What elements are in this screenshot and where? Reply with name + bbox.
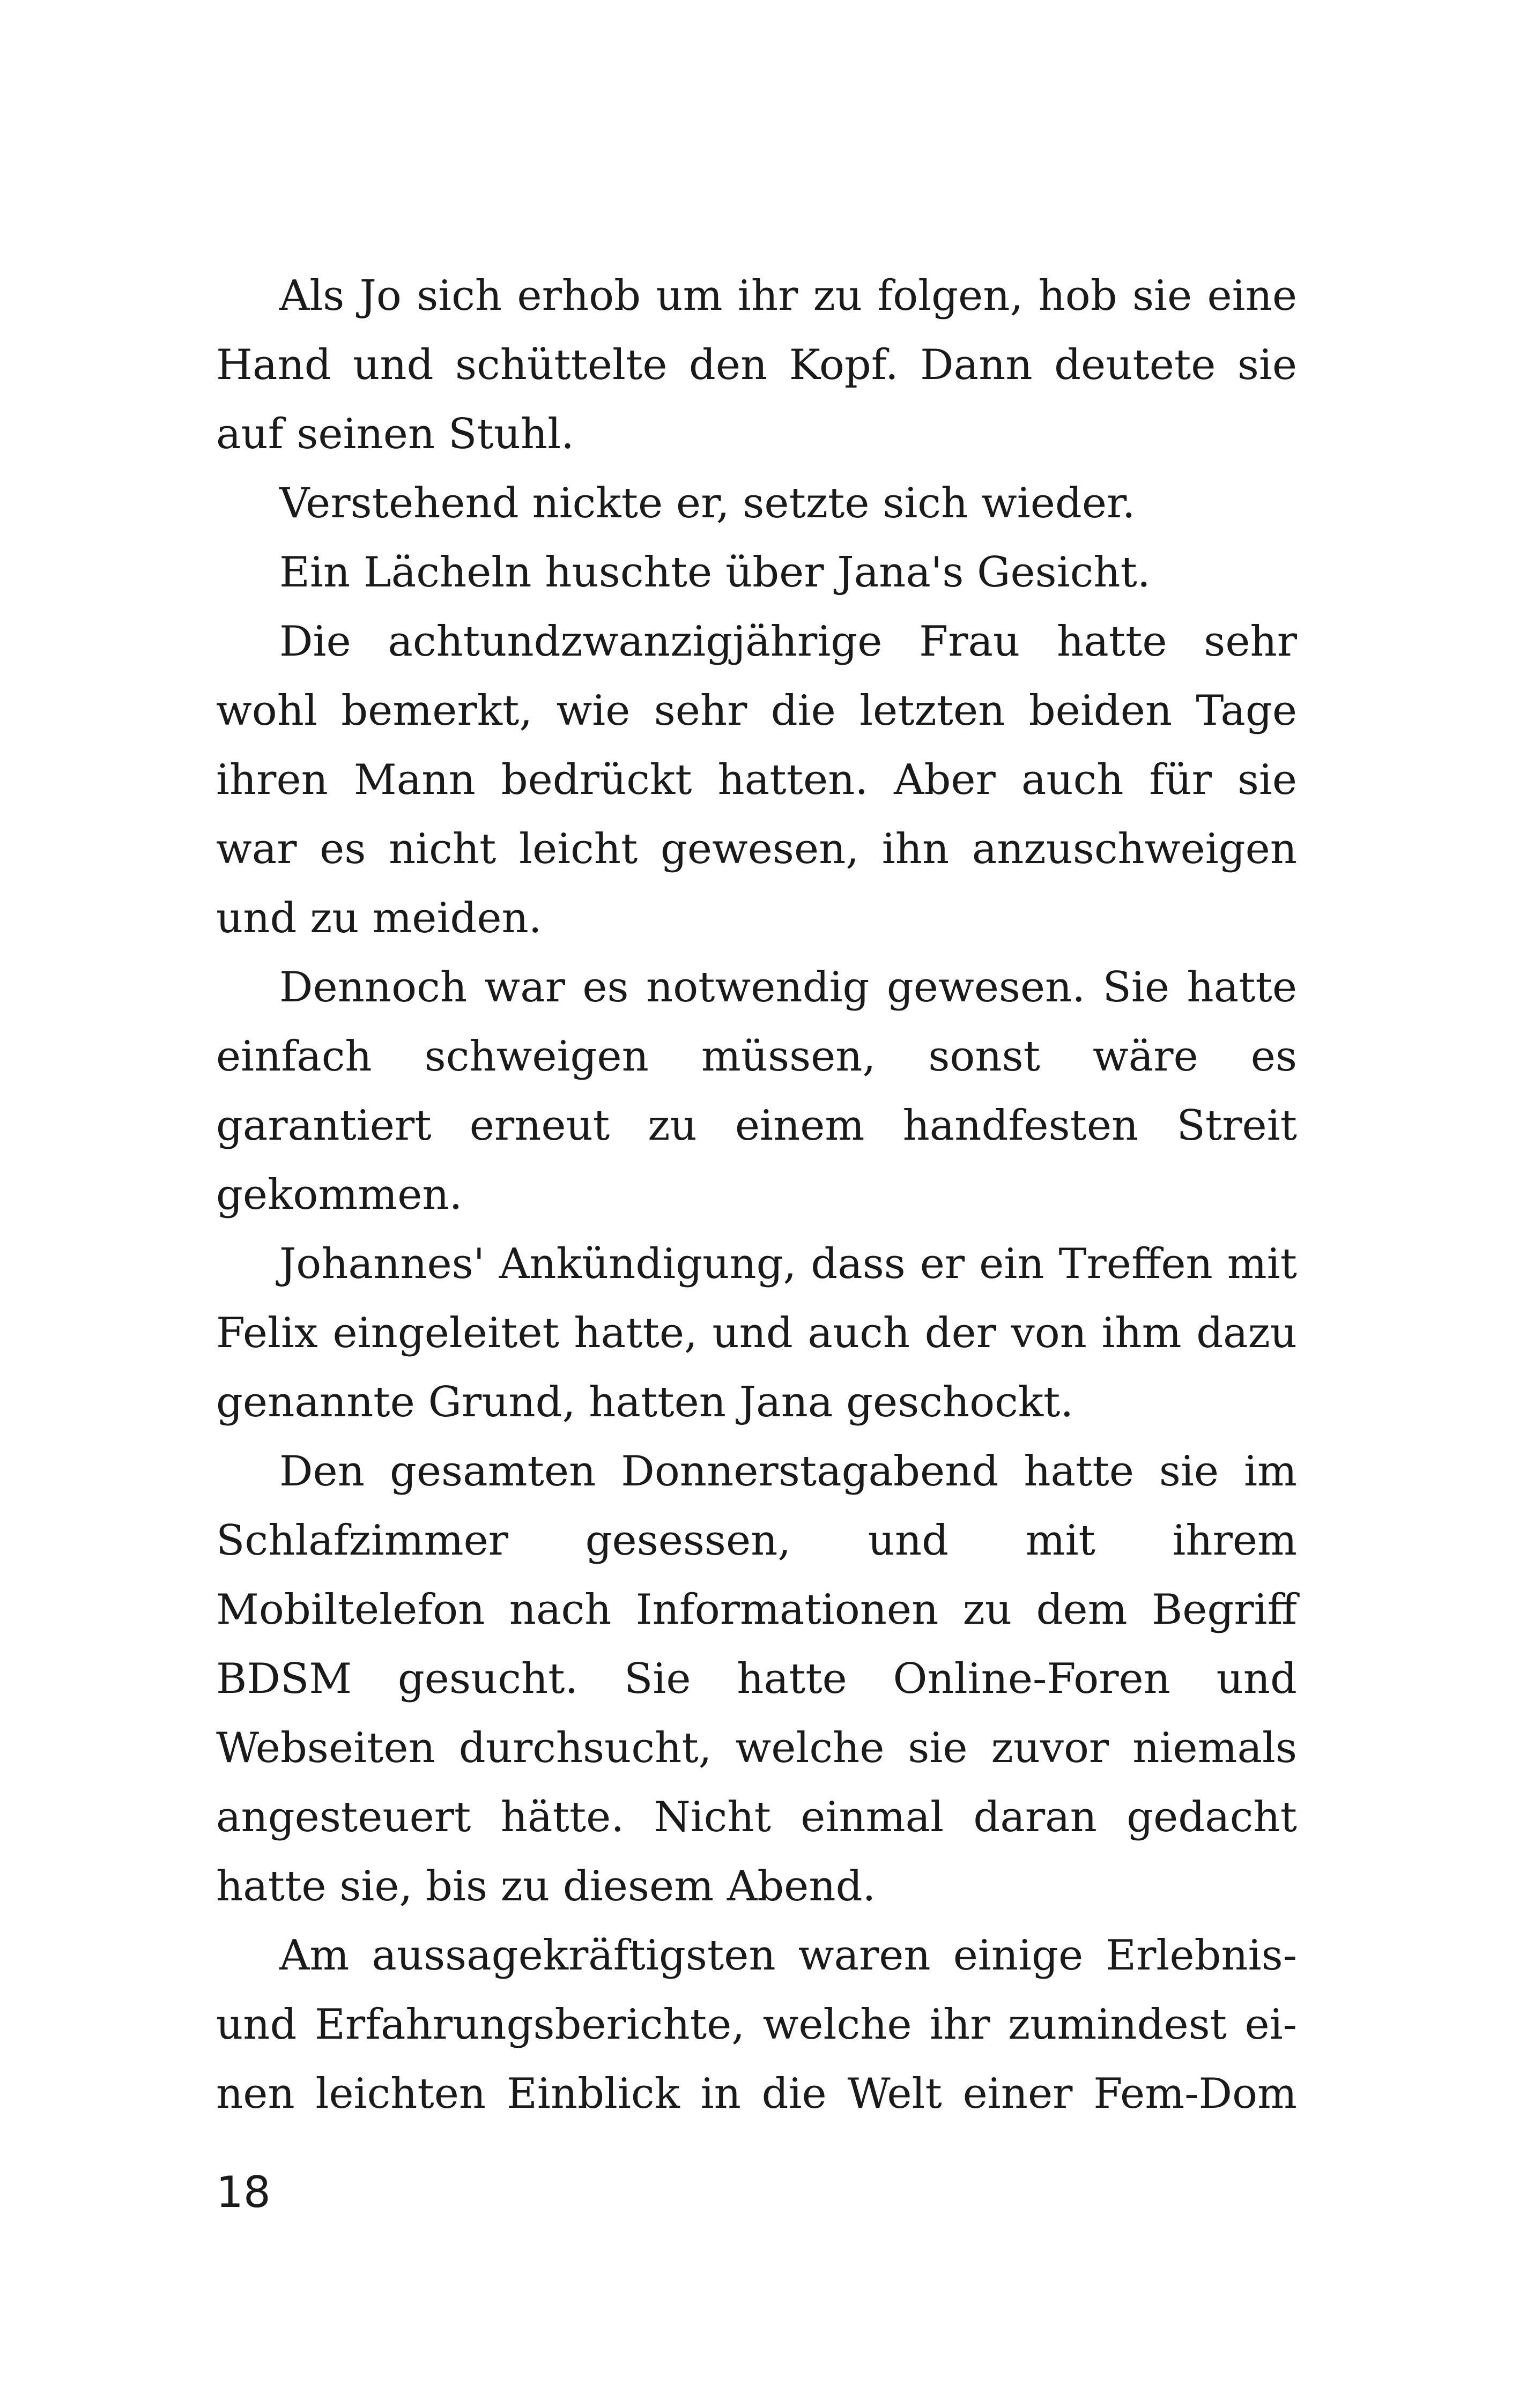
paragraph-4: Die achtundzwanzigjährige Frau hatte sehr wohl bemerkt, wie sehr die letzten beiden Tage ihren Mann bedrückt hatten. Aber auch für sie war es nicht leicht gewesen, ihn anzuschweigen und zu meiden. — [216, 618, 1297, 942]
paragraph-5: Dennoch war es notwendig gewesen. Sie hatte einfach schweigen müssen, sonst wäre es garantiert erneut zu einem handfesten Streit gekommen. — [216, 963, 1297, 1219]
paragraph-6: Johannes' Ankündigung, dass er ein Treffen mit Felix eingeleitet hatte, und auch der von ihm dazu genannte Grund, hatten Jana geschockt. — [216, 1240, 1297, 1426]
paragraph-7: Den gesamten Donnerstagabend hatte sie im Schlafzimmer gesessen, und mit ihrem Mobiltelefon nach Informationen zu dem Begriff BDSM gesucht. Sie hatte Online-Foren und Webseiten durchsucht, welche sie zuvor niemals angesteuert hätte. Nicht einmal daran gedacht hatte sie, bis zu diesem Abend. — [216, 1447, 1297, 1911]
paragraph-8: Am aussagekräftigsten waren einige Erlebnis- und Erfahrungsberichte, welche ihr zumindest ei-nen leichten Einblick in die Welt einer Fem-Dom — [216, 1931, 1297, 2118]
paragraph-3: Ein Lächeln huschte über Jana's Gesicht. — [279, 548, 1151, 597]
page-number: 18 — [216, 2167, 271, 2217]
paragraph-2: Verstehend nickte er, setzte sich wieder. — [279, 479, 1136, 527]
paragraph-1: Als Jo sich erhob um ihr zu folgen, hob sie eine Hand und schüttelte den Kopf. Dann deutete sie auf seinen Stuhl. — [216, 272, 1297, 458]
body-text — [216, 262, 1297, 2129]
